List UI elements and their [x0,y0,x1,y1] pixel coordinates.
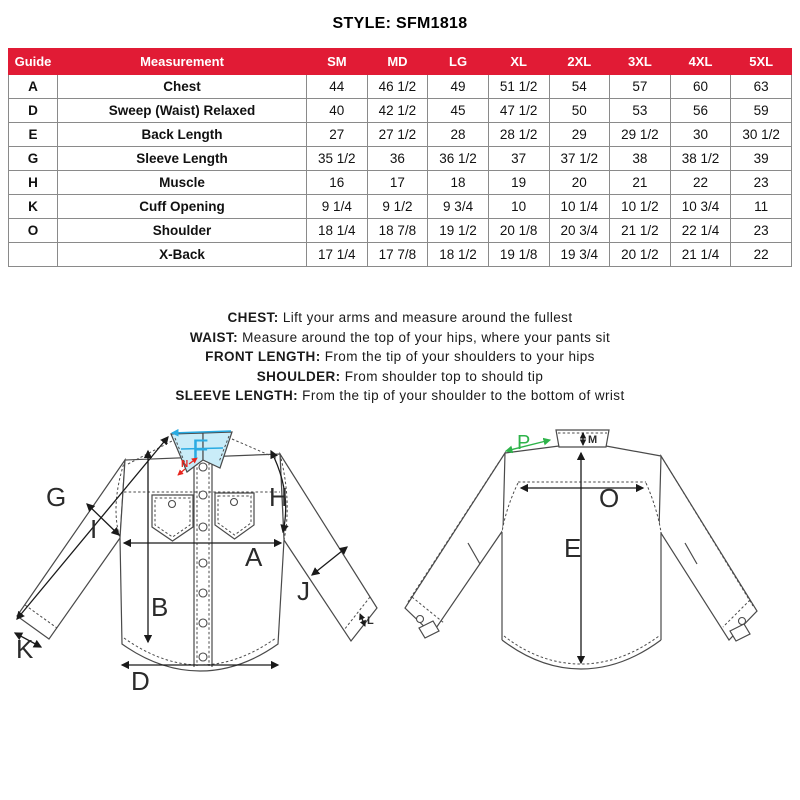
measurement-name-cell: Back Length [58,123,307,147]
size-value-cell: 56 [670,99,731,123]
size-value-cell: 20 [549,171,610,195]
instruction-label: SHOULDER: [256,368,341,384]
table-header-cell: XL [488,49,549,75]
guide-cell: G [9,147,58,171]
table-header-cell: 3XL [610,49,671,75]
size-value-cell: 45 [428,99,489,123]
size-value-cell: 54 [549,75,610,99]
size-value-cell: 17 7/8 [367,243,428,267]
label-O: O [599,483,620,513]
label-E: E [564,533,582,563]
instruction-line [0,308,800,328]
size-value-cell: 57 [610,75,671,99]
page-title: STYLE: SFM1818 [332,15,468,32]
measurement-name-cell: Sleeve Length [58,147,307,171]
size-value-cell: 36 [367,147,428,171]
size-value-cell: 23 [731,219,792,243]
label-I: I [90,514,98,544]
size-value-cell: 27 1/2 [367,123,428,147]
front-shirt-drawing [17,432,377,671]
table-row [9,243,792,267]
guide-cell: O [9,219,58,243]
guide-cell [9,243,58,267]
size-value-cell: 19 1/8 [488,243,549,267]
table-header-cell: 2XL [549,49,610,75]
instruction-text: From the tip of your shoulders to your hips [320,349,595,364]
measurement-name-cell: Cuff Opening [58,195,307,219]
label-L: L [367,615,374,627]
table-header-row [9,49,792,75]
instruction-text: Measure around the top of your hips, where your pants sit [238,329,611,345]
label-B: B [151,592,169,622]
instruction-line [0,386,800,406]
table-header-cell: 4XL [670,49,731,75]
label-F: F [192,434,209,464]
size-value-cell: 29 [549,123,610,147]
size-value-cell: 42 1/2 [367,99,428,123]
instruction-line [0,347,800,367]
label-M: M [588,434,598,446]
size-value-cell: 11 [731,195,792,219]
table-row [9,99,792,123]
size-value-cell: 28 [428,123,489,147]
size-value-cell: 29 1/2 [610,123,671,147]
measuring-instructions [0,308,800,406]
size-value-cell: 46 1/2 [367,75,428,99]
size-value-cell: 19 [488,171,549,195]
size-value-cell: 9 1/2 [367,195,428,219]
size-value-cell: 20 1/8 [488,219,549,243]
label-G: G [46,482,67,512]
table-row [9,147,792,171]
shirt-measurement-diagram [0,420,800,800]
size-value-cell: 10 [488,195,549,219]
table-row [9,171,792,195]
size-value-cell: 18 [428,171,489,195]
instruction-label: SLEEVE LENGTH: [175,388,299,403]
size-value-cell: 53 [610,99,671,123]
table-header-cell: SM [307,49,368,75]
size-value-cell: 38 1/2 [670,147,731,171]
size-value-cell: 23 [731,171,792,195]
size-value-cell: 37 1/2 [549,147,610,171]
size-value-cell: 30 1/2 [731,123,792,147]
size-value-cell: 10 1/2 [610,195,671,219]
size-value-cell: 44 [307,75,368,99]
size-value-cell: 21 1/4 [670,243,731,267]
measurement-name-cell: Sweep (Waist) Relaxed [58,99,307,123]
instruction-label: FRONT LENGTH: [205,349,321,364]
size-value-cell: 50 [549,99,610,123]
size-value-cell: 18 7/8 [367,219,428,243]
size-chart-table [8,48,792,267]
guide-cell: K [9,195,58,219]
table-row [9,75,792,99]
size-value-cell: 63 [731,75,792,99]
size-value-cell: 9 1/4 [307,195,368,219]
size-value-cell: 19 1/2 [428,219,489,243]
size-value-cell: 21 [610,171,671,195]
size-value-cell: 30 [670,123,731,147]
size-value-cell: 60 [670,75,731,99]
size-value-cell: 17 [367,171,428,195]
size-value-cell: 22 1/4 [670,219,731,243]
instruction-label: WAIST: [189,329,238,345]
label-D: D [131,666,150,696]
size-value-cell: 28 1/2 [488,123,549,147]
table-header-cell: 5XL [731,49,792,75]
size-value-cell: 59 [731,99,792,123]
measurement-name-cell: Chest [58,75,307,99]
size-value-cell: 22 [731,243,792,267]
size-value-cell: 18 1/4 [307,219,368,243]
guide-cell: H [9,171,58,195]
table-header-cell: MD [367,49,428,75]
instruction-text: From the tip of your shoulder to the bottom of wrist [298,388,625,403]
instruction-line [0,367,800,387]
table-header-cell: LG [428,49,489,75]
size-value-cell: 10 3/4 [670,195,731,219]
size-value-cell: 40 [307,99,368,123]
table-row [9,123,792,147]
instruction-label: CHEST: [227,310,279,325]
size-value-cell: 20 1/2 [610,243,671,267]
table-row [9,195,792,219]
size-value-cell: 38 [610,147,671,171]
size-value-cell: 22 [670,171,731,195]
size-value-cell: 17 1/4 [307,243,368,267]
size-value-cell: 47 1/2 [488,99,549,123]
size-value-cell: 51 1/2 [488,75,549,99]
size-value-cell: 9 3/4 [428,195,489,219]
instruction-text: From shoulder top to should tip [340,368,544,384]
size-value-cell: 36 1/2 [428,147,489,171]
label-P: P [517,432,531,454]
table-header-cell: Measurement [58,49,307,75]
size-value-cell: 20 3/4 [549,219,610,243]
size-value-cell: 10 1/4 [549,195,610,219]
measurement-name-cell: X-Back [58,243,307,267]
table-header-cell: Guide [9,49,58,75]
size-value-cell: 16 [307,171,368,195]
size-value-cell: 49 [428,75,489,99]
label-N: N [181,459,189,470]
size-value-cell: 35 1/2 [307,147,368,171]
measurement-name-cell: Muscle [58,171,307,195]
table-body [9,75,792,267]
label-H: H [269,482,288,512]
label-A: A [245,542,263,572]
guide-cell: D [9,99,58,123]
size-value-cell: 37 [488,147,549,171]
instruction-line [0,328,800,348]
instruction-text: Lift your arms and measure around the fullest [278,310,573,325]
measurement-name-cell: Shoulder [58,219,307,243]
label-K: K [16,634,34,664]
size-value-cell: 18 1/2 [428,243,489,267]
label-J: J [297,576,310,606]
size-value-cell: 19 3/4 [549,243,610,267]
table-row [9,219,792,243]
size-value-cell: 39 [731,147,792,171]
guide-cell: E [9,123,58,147]
size-value-cell: 27 [307,123,368,147]
size-value-cell: 21 1/2 [610,219,671,243]
guide-cell: A [9,75,58,99]
